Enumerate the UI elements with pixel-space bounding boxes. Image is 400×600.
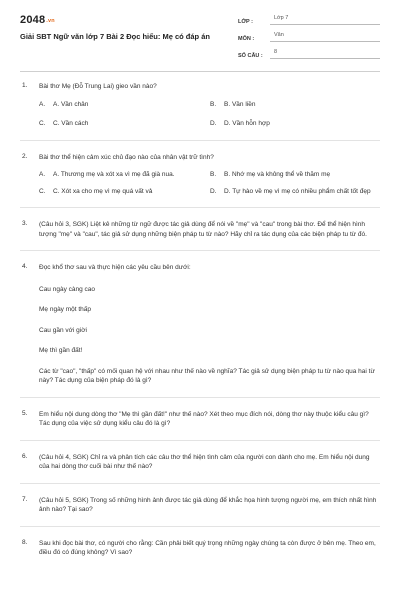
question-7 <box>20 496 380 527</box>
option-c[interactable] <box>39 188 210 197</box>
question-number: 5. <box>22 409 28 417</box>
question-8 <box>20 539 380 569</box>
logo-main: 2048 <box>20 14 46 26</box>
option-text: A. Vần chân <box>53 100 89 108</box>
option-letter: C. <box>39 120 46 127</box>
question-text: Em hiểu nội dung dòng thơ "Mẹ thì gần đất!" như thế nào? Xét theo mục đích nói, dòng thơ này thuộc kiểu câu gì? Tác dụng của việc sử dụng kiểu câu đó là gì? <box>39 410 369 427</box>
question-2 <box>20 153 380 209</box>
question-text: Bài thơ Mẹ (Đỗ Trung Lai) gieo vần nào? <box>39 83 157 90</box>
question-text: Đọc khổ thơ sau và thực hiện các yêu cầu bên dưới: <box>39 264 191 271</box>
question-6 <box>20 453 380 484</box>
question-number: 4. <box>22 263 28 270</box>
question-text: (Câu hỏi 4, SGK) Chỉ ra và phân tích các câu thơ thể hiện tình cảm của người con dành cho mẹ. Em hiểu nội dung của hai dòng thơ cuối bài như thế nào? <box>39 453 370 470</box>
worksheet-meta <box>238 10 380 61</box>
meta-count-label: SỐ CÂU : <box>238 53 263 59</box>
option-a[interactable] <box>39 171 210 180</box>
option-letter: A. <box>39 171 46 178</box>
option-letter: D. <box>210 120 217 127</box>
option-text: C. Vần cách <box>53 120 89 127</box>
option-b[interactable] <box>210 101 380 110</box>
option-text: A. Thương mẹ và xót xa vì mẹ đã già nua. <box>53 171 175 178</box>
meta-class-row <box>238 10 380 25</box>
question-1 <box>20 82 380 141</box>
question-text: Bài thơ thể hiện cảm xúc chủ đạo nào của nhân vật trữ tình? <box>39 153 214 161</box>
question-number: 2. <box>22 152 28 160</box>
question-number: 7. <box>22 495 28 503</box>
question-text: (Câu hỏi 5, SGK) Trong số những hình ảnh được tác giả dùng để khắc họa hình tượng người mẹ, em thích nhất hình ảnh nào? Tại sao? <box>39 496 377 513</box>
meta-class-label: LỚP : <box>238 19 253 25</box>
meta-subject-value: Văn <box>270 30 380 42</box>
option-d[interactable] <box>210 120 380 129</box>
option-text: B. Vần liền <box>224 100 256 108</box>
question-number: 8. <box>22 538 28 546</box>
answer-options <box>39 101 380 129</box>
meta-subject-row <box>238 27 380 42</box>
option-letter: B. <box>210 171 217 178</box>
question-text: (Câu hỏi 3, SGK) Liệt kê những từ ngữ được tác giả dùng để nói về "mẹ" và "cau" trong bài thơ. Để thể hiện hình tượng "mẹ" và "cau", tác giả sử dụng những biện pháp tu từ nào? Hãy chỉ ra tác dụng của các biện pháp tu từ đó. <box>39 221 367 238</box>
question-number: 1. <box>22 82 28 89</box>
answer-options <box>39 171 380 196</box>
meta-class-value: Lớp 7 <box>270 13 380 25</box>
poem-line-3: Cau gần với giời <box>39 326 87 334</box>
meta-subject-label: MÔN : <box>238 36 255 42</box>
poem-line-1: Cau ngày càng cao <box>39 285 96 293</box>
worksheet-header <box>20 0 380 72</box>
option-text: D. Tự hào về mẹ vì mẹ có nhiều phẩm chất tốt đẹp <box>224 187 371 195</box>
option-letter: C. <box>39 187 46 195</box>
question-follow-up: Các từ "cao", "thấp" có mối quan hệ với nhau như thế nào về nghĩa? Tác giả sử dụng biện pháp tu từ nào qua hai từ này? Tác dụng của biện pháp đó là gì? <box>39 367 375 384</box>
option-d[interactable] <box>210 188 380 197</box>
page-title: Giải SBT Ngữ văn lớp 7 Bài 2 Đọc hiểu: Mẹ có đáp án <box>20 32 210 41</box>
option-text: D. Vần hỗn hợp <box>224 120 270 127</box>
option-text: C. Xót xa cho mẹ vì mẹ quá vất vả <box>53 187 153 195</box>
meta-count-value: 8 <box>270 47 380 59</box>
poem-line-4: Mẹ thì gần đất! <box>39 347 83 354</box>
option-c[interactable] <box>39 120 210 129</box>
option-letter: B. <box>210 100 217 108</box>
question-4 <box>20 263 380 398</box>
site-logo[interactable] <box>20 14 55 26</box>
question-3 <box>20 220 380 251</box>
question-text: Sau khi đọc bài thơ, có người cho rằng: Cần phải biết quý trọng những ngày chúng ta còn được ở bên mẹ. Theo em, điều đó có đúng không? Vì sao? <box>39 539 376 556</box>
poem-line-2: Mẹ ngày một thấp <box>39 306 92 313</box>
option-b[interactable] <box>210 171 380 180</box>
question-list <box>20 72 380 569</box>
question-number: 6. <box>22 452 28 460</box>
option-letter: D. <box>210 187 217 195</box>
logo-suffix: .vn <box>46 18 55 24</box>
option-a[interactable] <box>39 101 210 110</box>
meta-count-row <box>238 44 380 59</box>
question-5 <box>20 410 380 441</box>
option-letter: A. <box>39 100 46 108</box>
question-number: 3. <box>22 220 28 227</box>
option-text: B. Nhớ mẹ và không thể về thăm mẹ <box>224 171 331 178</box>
